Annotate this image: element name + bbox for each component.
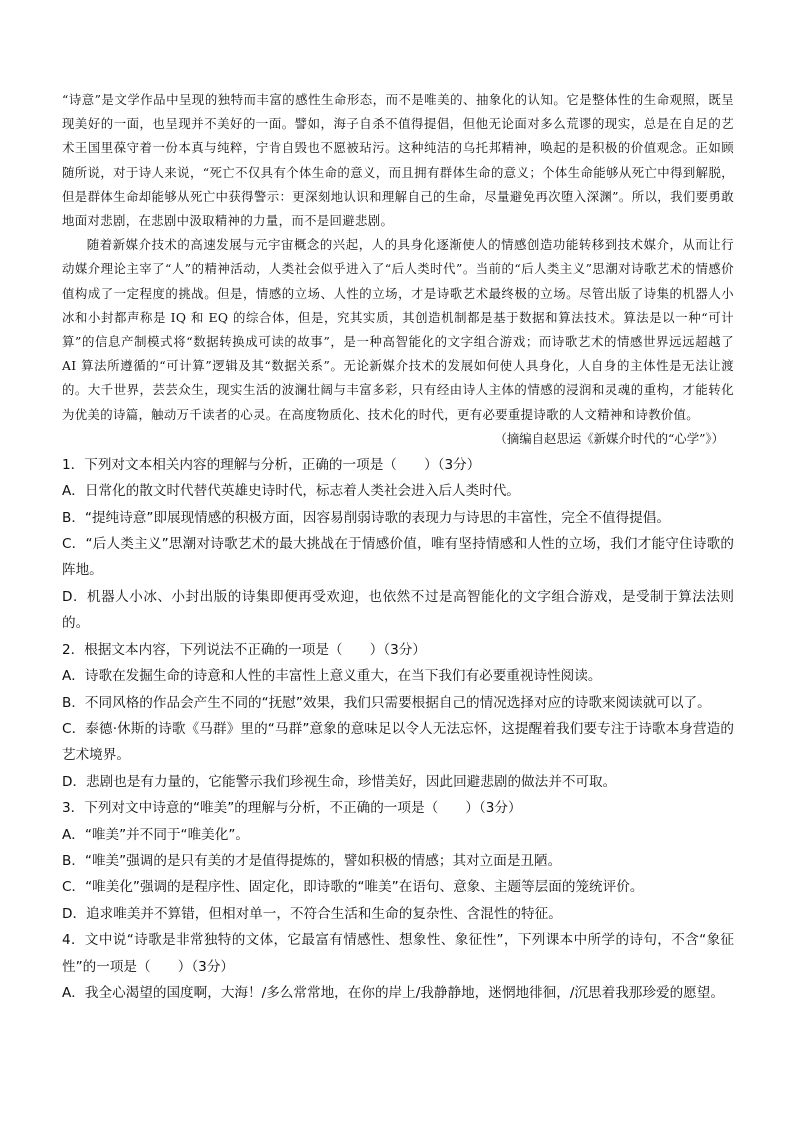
- option-b: B．“提纯诗意”即展现情感的积极方面，因容易削弱诗歌的表现力与诗思的丰富性，完全不值得提倡。: [62, 509, 670, 526]
- option-d: D．追求唯美并不算错，但相对单一，不符合生活和生命的复杂性、含混性的特征。: [62, 905, 562, 922]
- option-a: A．“唯美”并不同于“唯美化”。: [62, 826, 249, 843]
- option-a: A．日常化的散文时代替代英雄史诗时代，标志着人类社会进入后人类时代。: [62, 483, 520, 500]
- option-a: A．我全心渴望的国度啊，大海！/多么常常地，在你的岸上/我静静地，迷惘地徘徊，/沉思着我那珍爱的愿望。: [62, 984, 724, 1001]
- question-stem: 1．下列对文本相关内容的理解与分析，正确的一项是（ ）（3分）: [62, 456, 481, 473]
- question-3: [62, 795, 734, 927]
- question-stem: 2．根据文本内容，下列说法不正确的一项是（ ）（3分）: [62, 641, 426, 658]
- question-stem: 4．文中说“诗歌是非常独特的文体，它最富有情感性、想象性、象征性”，下列课本中所学的诗句，不含“象征性”的一项是（ ）（3分）: [62, 932, 734, 975]
- question-4: [62, 927, 734, 1006]
- option-c: C．“后人类主义”思潮对诗歌艺术的最大挑战在于情感价值，唯有坚持情感和人性的立场，我们才能守住诗歌的阵地。: [62, 536, 734, 579]
- passage-source: （摘编自赵思运《新媒介时代的“心学”》）: [494, 430, 724, 446]
- question-list: [62, 452, 734, 1007]
- passage-paragraph-2: 随着新媒介技术的高速发展与元宇宙概念的兴起，人的具身化逐渐使人的情感创造功能转移到技术媒介，从而让行动媒介理论主宰了“人”的精神活动，人类社会似乎进入了“后人类时代”。当前的“后人类主义”思潮对诗歌艺术的情感价值构成了一定程度的挑战。但是，情感的立场、人性的立场，才是诗歌艺术最终极的立场。尽管出版了诗集的机器人小冰和小封都声称是 IQ 和 EQ 的综合体，但是，究其实质，其创造机制都是基于数据和算法技术。算法是以一种“可计算”的信息产制模式将“数据转换成可读的故事”，是一种高智能化的文字组合游戏；而诗歌艺术的情感世界远远超越了 AI 算法所遵循的“可计算”逻辑及其“数据关系”。无论新媒介技术的发展如何使人具身化，人自身的主体性是无法让渡的。大千世界，芸芸众生，现实生活的波澜壮阔与丰富多彩，只有经由诗人主体的情感的浸润和灵魂的重构，才能转化为优美的诗篇，触动万千读者的心灵。在高度物质化、技术化的时代，更有必要重提诗歌的人文精神和诗教价值。: [62, 237, 734, 422]
- question-1: [62, 452, 734, 637]
- question-2: [62, 637, 734, 795]
- reading-passage: [62, 88, 734, 450]
- option-c: C．泰德·休斯的诗歌《马群》里的“马群”意象的意味足以令人无法忘怀，这提醒着我们要专注于诗歌本身营造的艺术境界。: [62, 720, 734, 764]
- passage-paragraph-1: “诗意”是文学作品中呈现的独特而丰富的感性生命形态，而不是唯美的、抽象化的认知。它是整体性的生命观照，既呈现美好的一面，也呈现并不美好的一面。譬如，海子自杀不值得提倡，但他无论面对多么荒谬的现实，总是在自足的艺术王国里葆守着一份本真与纯粹，宁肯自毁也不愿被玷污。这种纯洁的乌托邦精神，唤起的是积极的价值观念。正如顾随所说，对于诗人来说，“死亡不仅具有个体生命的意义，而且拥有群体生命的意义；个体生命能够从死亡中得到解脱，但是群体生命却能够从死亡中获得警示：更深刻地认识和理解自己的生命，尽量避免再次堕入深渊”。所以，我们要勇敢地面对悲剧，在悲剧中汲取精神的力量，而不是回避悲剧。: [62, 92, 734, 229]
- question-stem: 3．下列对文中诗意的“唯美”的理解与分析，不正确的一项是（ ）（3分）: [62, 800, 522, 817]
- option-c: C．“唯美化”强调的是程序性、固定化，即诗歌的“唯美”在语句、意象、主题等层面的笼统评价。: [62, 879, 644, 896]
- option-b: B．不同风格的作品会产生不同的“抚慰”效果，我们只需要根据自己的情况选择对应的诗歌来阅读就可以了。: [62, 694, 711, 711]
- option-b: B．“唯美”强调的是只有美的才是值得提炼的，譬如积极的情感；其对立面是丑陋。: [62, 852, 562, 869]
- option-d: D．机器人小冰、小封出版的诗集即便再受欢迎，也依然不过是高智能化的文字组合游戏，是受制于算法法则的。: [62, 588, 734, 632]
- option-d: D．悲剧也是有力量的，它能警示我们珍视生命，珍惜美好，因此回避悲剧的做法并不可取。: [62, 773, 617, 790]
- option-a: A．诗歌在发掘生命的诗意和人性的丰富性上意义重大，在当下我们有必要重视诗性阅读。: [62, 668, 602, 685]
